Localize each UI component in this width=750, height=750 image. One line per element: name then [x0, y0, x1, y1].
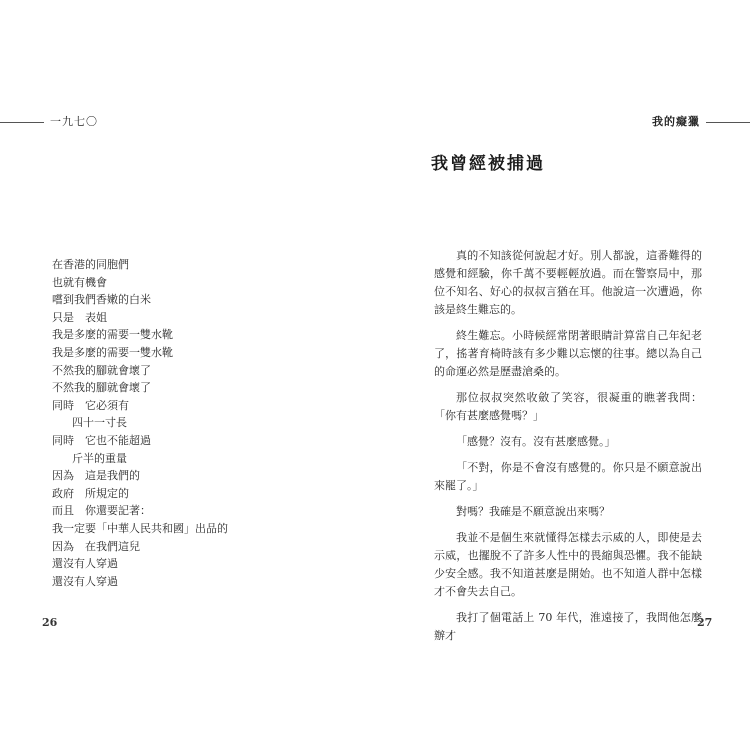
poem-line: 政府 所規定的 [52, 486, 129, 500]
paragraph: 那位叔叔突然收斂了笑容，很凝重的瞧著我問：「你有甚麼感覺嗎？」 [434, 391, 702, 422]
running-head-left: 一九七〇 [50, 115, 98, 128]
poem-line: 也就有機會 [52, 275, 107, 289]
poem-line: 我是多麼的需要一雙水靴 [52, 328, 173, 342]
poem-line: 同時 它也不能超過 [52, 433, 151, 447]
poem-line: 嚐到我們香嫩的白米 [52, 293, 151, 307]
poem-line: 我一定要「中華人民共和國」出品的 [52, 521, 228, 535]
paragraph: 終生難忘。小時候經常閉著眼睛計算當自己年紀老了，搖著育椅時該有多少難以忘懷的往事。總以為自己的命運必然是歷盡滄桑的。 [434, 329, 702, 378]
poem-line: 在香港的同胞們 [52, 258, 129, 271]
poem-line: 而且 你還要記著： [52, 504, 151, 518]
poem-line: 因為 在我們這兒 [52, 539, 140, 553]
running-head-right: 我的癡獵 [652, 115, 700, 128]
poem-line: 只是 表姐 [52, 310, 107, 324]
poem-line: 因為 這是我們的 [52, 469, 140, 483]
poem-line: 我是多麼的需要一雙水靴 [52, 345, 173, 359]
header-rule-left [0, 122, 44, 123]
poem-line: 斤半的重量 [72, 451, 127, 465]
page-number-left: 26 [42, 616, 58, 629]
paragraph: 對嗎？我確是不願意說出來嗎？ [456, 505, 610, 518]
prose-body [434, 247, 702, 653]
poem-line: 四十一寸長 [72, 416, 127, 430]
paragraph: 「不對，你是不會沒有感覺的。你只是不願意說出來罷了。」 [434, 461, 702, 492]
poem [52, 256, 352, 590]
poem-line: 同時 它必須有 [52, 398, 129, 412]
poem-line: 還沒有人穿過 [52, 557, 118, 571]
paragraph: 我打了個電話上 70 年代，淮遠接了，我問他怎麼辦才 [434, 611, 702, 642]
paragraph: 「感覺？沒有。沒有甚麼感覺。」 [456, 435, 616, 448]
poem-line: 不然我的腳就會壞了 [52, 381, 151, 395]
paragraph: 真的不知該從何說起才好。別人都說，這番難得的感覺和經驗，你千萬不要輕輕放過。而在警察局中，那位不知名、好心的叔叔言猶在耳。他說這一次遭過，你該是終生難忘的。 [434, 249, 702, 316]
paragraph: 我並不是個生來就懂得怎樣去示威的人，即使是去示威，也擺脫不了許多人性中的畏縮與恐懼。我不能缺少安全感。我不知道甚麼是開始。也不知道人群中怎樣才不會失去自己。 [434, 531, 702, 598]
chapter-title: 我曾經被捕過 [431, 154, 545, 174]
page-number-right: 27 [697, 616, 713, 629]
poem-line: 還沒有人穿過 [52, 574, 118, 588]
header-rule-right [706, 122, 750, 123]
poem-line: 不然我的腳就會壞了 [52, 363, 151, 377]
